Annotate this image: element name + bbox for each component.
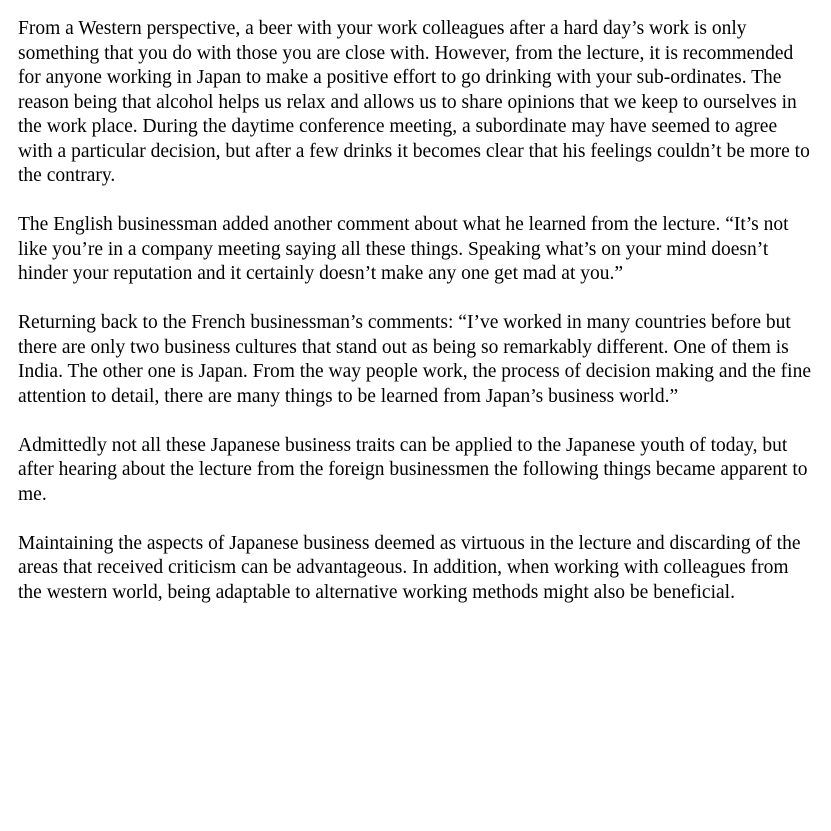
paragraph-western-drinking: From a Western perspective, a beer with your work colleagues after a hard day’s work is only something that you do with those you are close with. However, from the lecture, it is recommended for anyone working in Japan to make a positive effort to go drinking with your sub-ordinates. The reason being that alcohol helps us relax and allows us to share opinions that we keep to ourselves in the work place. During the daytime conference meeting, a subordinate may have seemed to agree with a particular decision, but after a few drinks it becomes clear that his feelings couldn’t be more to the contrary. — [18, 18, 810, 186]
paragraph-english-businessman: The English businessman added another comment about what he learned from the lecture. “It’s not like you’re in a company meeting saying all these things. Speaking what’s on your mind doesn’t hinder your reputation and it certainly doesn’t make any one get mad at you.” — [18, 214, 789, 284]
document-page — [18, 17, 813, 630]
paragraph-french-businessman: Returning back to the French businessman’s comments: “I’ve worked in many countries before but there are only two business cultures that stand out as being so remarkably different. One of them is India. The other one is Japan. From the way people work, the process of decision making and the fine attention to detail, there are many things to be learned from Japan’s business world.” — [18, 312, 811, 407]
paragraph-conclusion: Maintaining the aspects of Japanese business deemed as virtuous in the lecture and discarding of the areas that received criticism can be advantageous. In addition, when working with colleagues from the western world, being adaptable to alternative working methods might also be beneficial. — [18, 532, 801, 603]
paragraph-japanese-youth: Admittedly not all these Japanese business traits can be applied to the Japanese youth of today, but after hearing about the lecture from the foreign businessmen the following things became apparent to me. — [18, 434, 808, 505]
